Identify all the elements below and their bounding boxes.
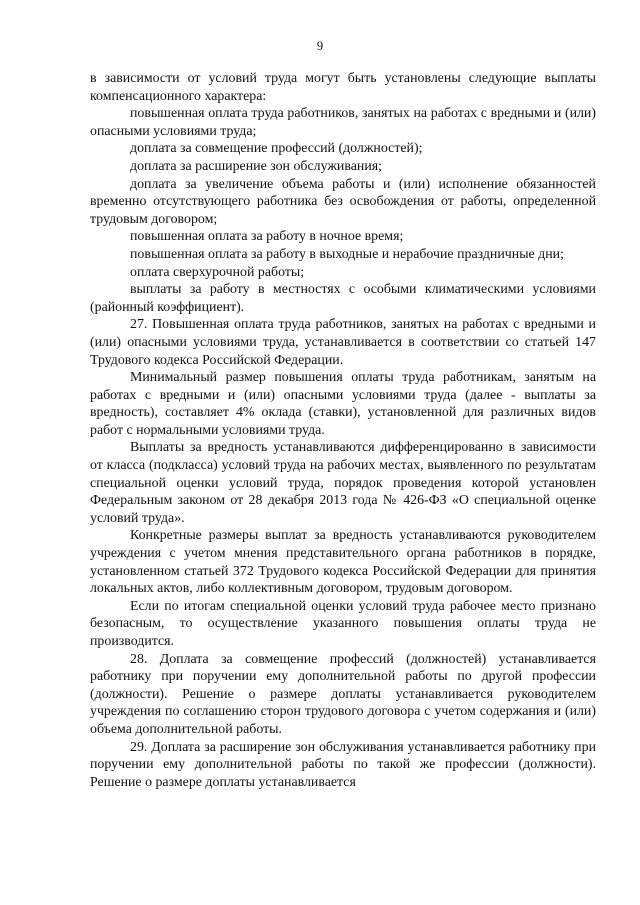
list-item: повышенная оплата за работу в выходные и нерабочие праздничные дни; <box>130 246 564 262</box>
list-item: выплаты за работу в местностях с особыми климатическими условиями (районный коэффициент). <box>90 282 596 315</box>
paragraph: 29. Доплата за расширение зон обслуживания устанавливается работнику при поручении ему дополнительной работы по такой же профессии (должности). Решение о размере доплаты устанавливается <box>90 739 596 790</box>
paragraph: Выплаты за вредность устанавливаются дифференцированно в зависимости от класса (подкласса) условий труда на рабочих местах, выявленного по результатам специальной оценки условий труда, порядок проведения которой установлен Федеральным законом от 28 декабря 2013 года № 426-ФЗ «О специальной оценке условий труда». <box>90 440 596 526</box>
body-text <box>90 70 596 791</box>
paragraph: Конкретные размеры выплат за вредность устанавливаются руководителем учреждения с учетом мнения представительного органа работников в порядке, установленном статьей 372 Трудового кодекса Российской Федерации для принятия локальных актов, либо коллективным договором, трудовым договором. <box>90 528 596 597</box>
list-item: доплата за увеличение объема работы и (или) исполнение обязанностей временно отсутствующего работника без освобождения от работы, определенной трудовым договором; <box>90 176 596 227</box>
list-item: доплата за расширение зон обслуживания; <box>130 158 383 174</box>
list-item: повышенная оплата труда работников, занятых на работах с вредными и (или) опасными условиями труда; <box>90 106 596 139</box>
page-number: 9 <box>316 39 324 53</box>
paragraph: 27. Повышенная оплата труда работников, занятых на работах с вредными и (или) опасными условиями труда, устанавливается в соответствии со статьей 147 Трудового кодекса Российской Федерации. <box>90 317 596 368</box>
list-item: доплата за совмещение профессий (должностей); <box>130 141 423 157</box>
list-item: повышенная оплата за работу в ночное время; <box>130 229 404 245</box>
paragraph: в зависимости от условий труда могут быть установлены следующие выплаты компенсационного характера: <box>90 71 596 104</box>
paragraph: Минимальный размер повышения оплаты труда работникам, занятым на работах с вредными и (или) опасными условиями труда (далее - выплаты за вредность), составляет 4% оклада (ставки), установленной для различных видов работ с нормальными условиями труда. <box>90 370 596 438</box>
list-item: оплата сверхурочной работы; <box>130 264 305 280</box>
paragraph: Если по итогам специальной оценки условий труда рабочее место признано безопасным, то осуществление указанного повышения оплаты труда не производится. <box>90 598 596 649</box>
paragraph: 28. Доплата за совмещение профессий (должностей) устанавливается работнику при поручении ему дополнительной работы по другой профессии (должности). Решение о размере доплаты устанавливается руководителем учреждения по соглашению сторон трудового договора с учетом содержания и (или) объема дополнительной работы. <box>90 651 596 737</box>
